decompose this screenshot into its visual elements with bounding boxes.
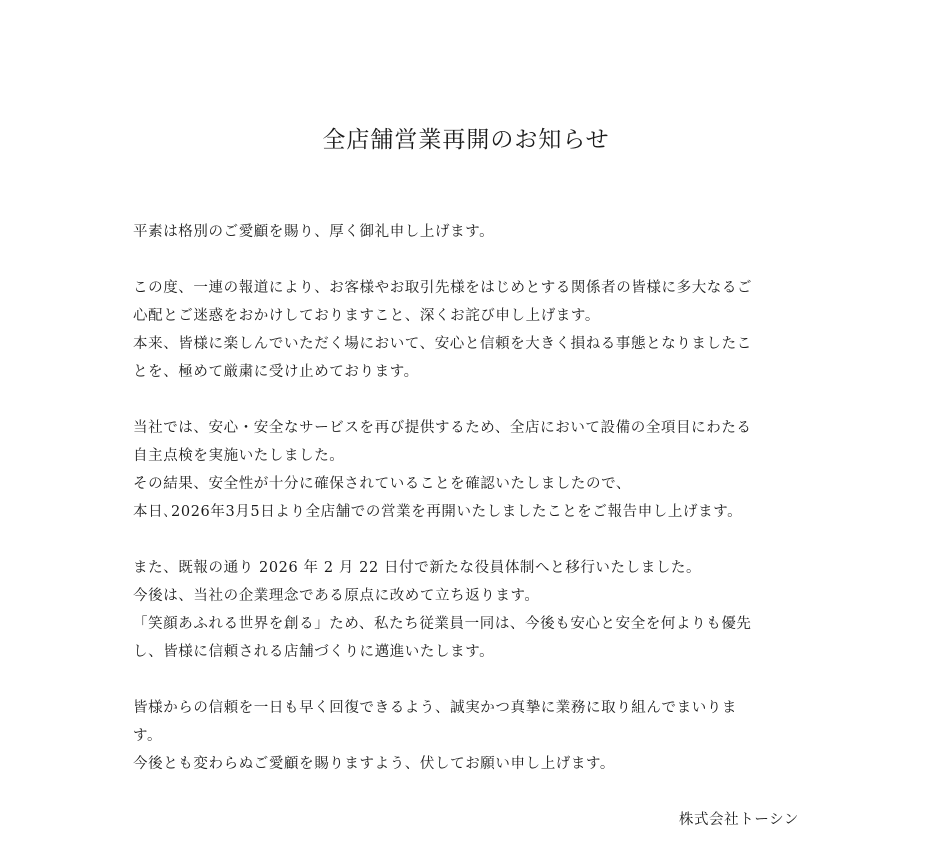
management-paragraph (133, 554, 799, 666)
closing-paragraph (133, 694, 799, 778)
paragraph-line: 本来、皆様に楽しんでいただく場において、安心と信頼を大きく損ねる事態となりましたこ (133, 336, 752, 352)
paragraph-line: し、皆様に信頼される店舗づくりに邁進いたします。 (133, 644, 495, 660)
paragraph-line: 本日､2026年3月5日より全店舗での営業を再開いたしましたことをご報告申し上げます。 (133, 504, 743, 520)
paragraph-line: 皆様からの信頼を一日も早く回復できるよう、誠実かつ真摯に業務に取り組んでまいりま (133, 700, 737, 716)
paragraph-line: この度、一連の報道により、お客様やお取引先様をはじめとする関係者の皆様に多大なるご (133, 280, 753, 296)
inspection-paragraph (133, 414, 799, 526)
paragraph-line: また、既報の通り 2026 年 2 月 22 日付で新たな役員体制へと移行いたしました。 (133, 560, 702, 576)
paragraph-line: とを、極めて厳粛に受け止めております。 (133, 364, 419, 380)
paragraph-line: 心配とご迷惑をおかけしておりますこと、深くお詫び申し上げます。 (133, 308, 600, 324)
paragraph-line: その結果、安全性が十分に確保されていることを確認いたしましたので、 (133, 476, 632, 492)
paragraph-line: す。 (133, 728, 163, 744)
notice-document (133, 122, 799, 834)
paragraph-line: 今後は、当社の企業理念である原点に改めて立ち返ります。 (133, 588, 540, 604)
paragraph-line: 自主点検を実施いたしました。 (133, 448, 345, 464)
paragraph-line: 今後とも変わらぬご愛顧を賜りますよう、伏してお願い申し上げます。 (133, 756, 616, 772)
greeting-paragraph (133, 218, 799, 246)
paragraph-line: 平素は格別のご愛顧を賜り、厚く御礼申し上げます。 (133, 224, 495, 240)
page-title: 全店舗営業再開のお知らせ (322, 127, 610, 153)
paragraph-line: 当社では、安心・安全なサービスを再び提供するため、全店において設備の全項目にわたる (133, 420, 752, 436)
apology-paragraph (133, 274, 799, 386)
company-signature: 株式会社トーシン (678, 812, 799, 828)
paragraph-line: 「笑顔あふれる世界を創る」ため、私たち従業員一同は、今後も安心と安全を何よりも優先 (133, 616, 752, 632)
